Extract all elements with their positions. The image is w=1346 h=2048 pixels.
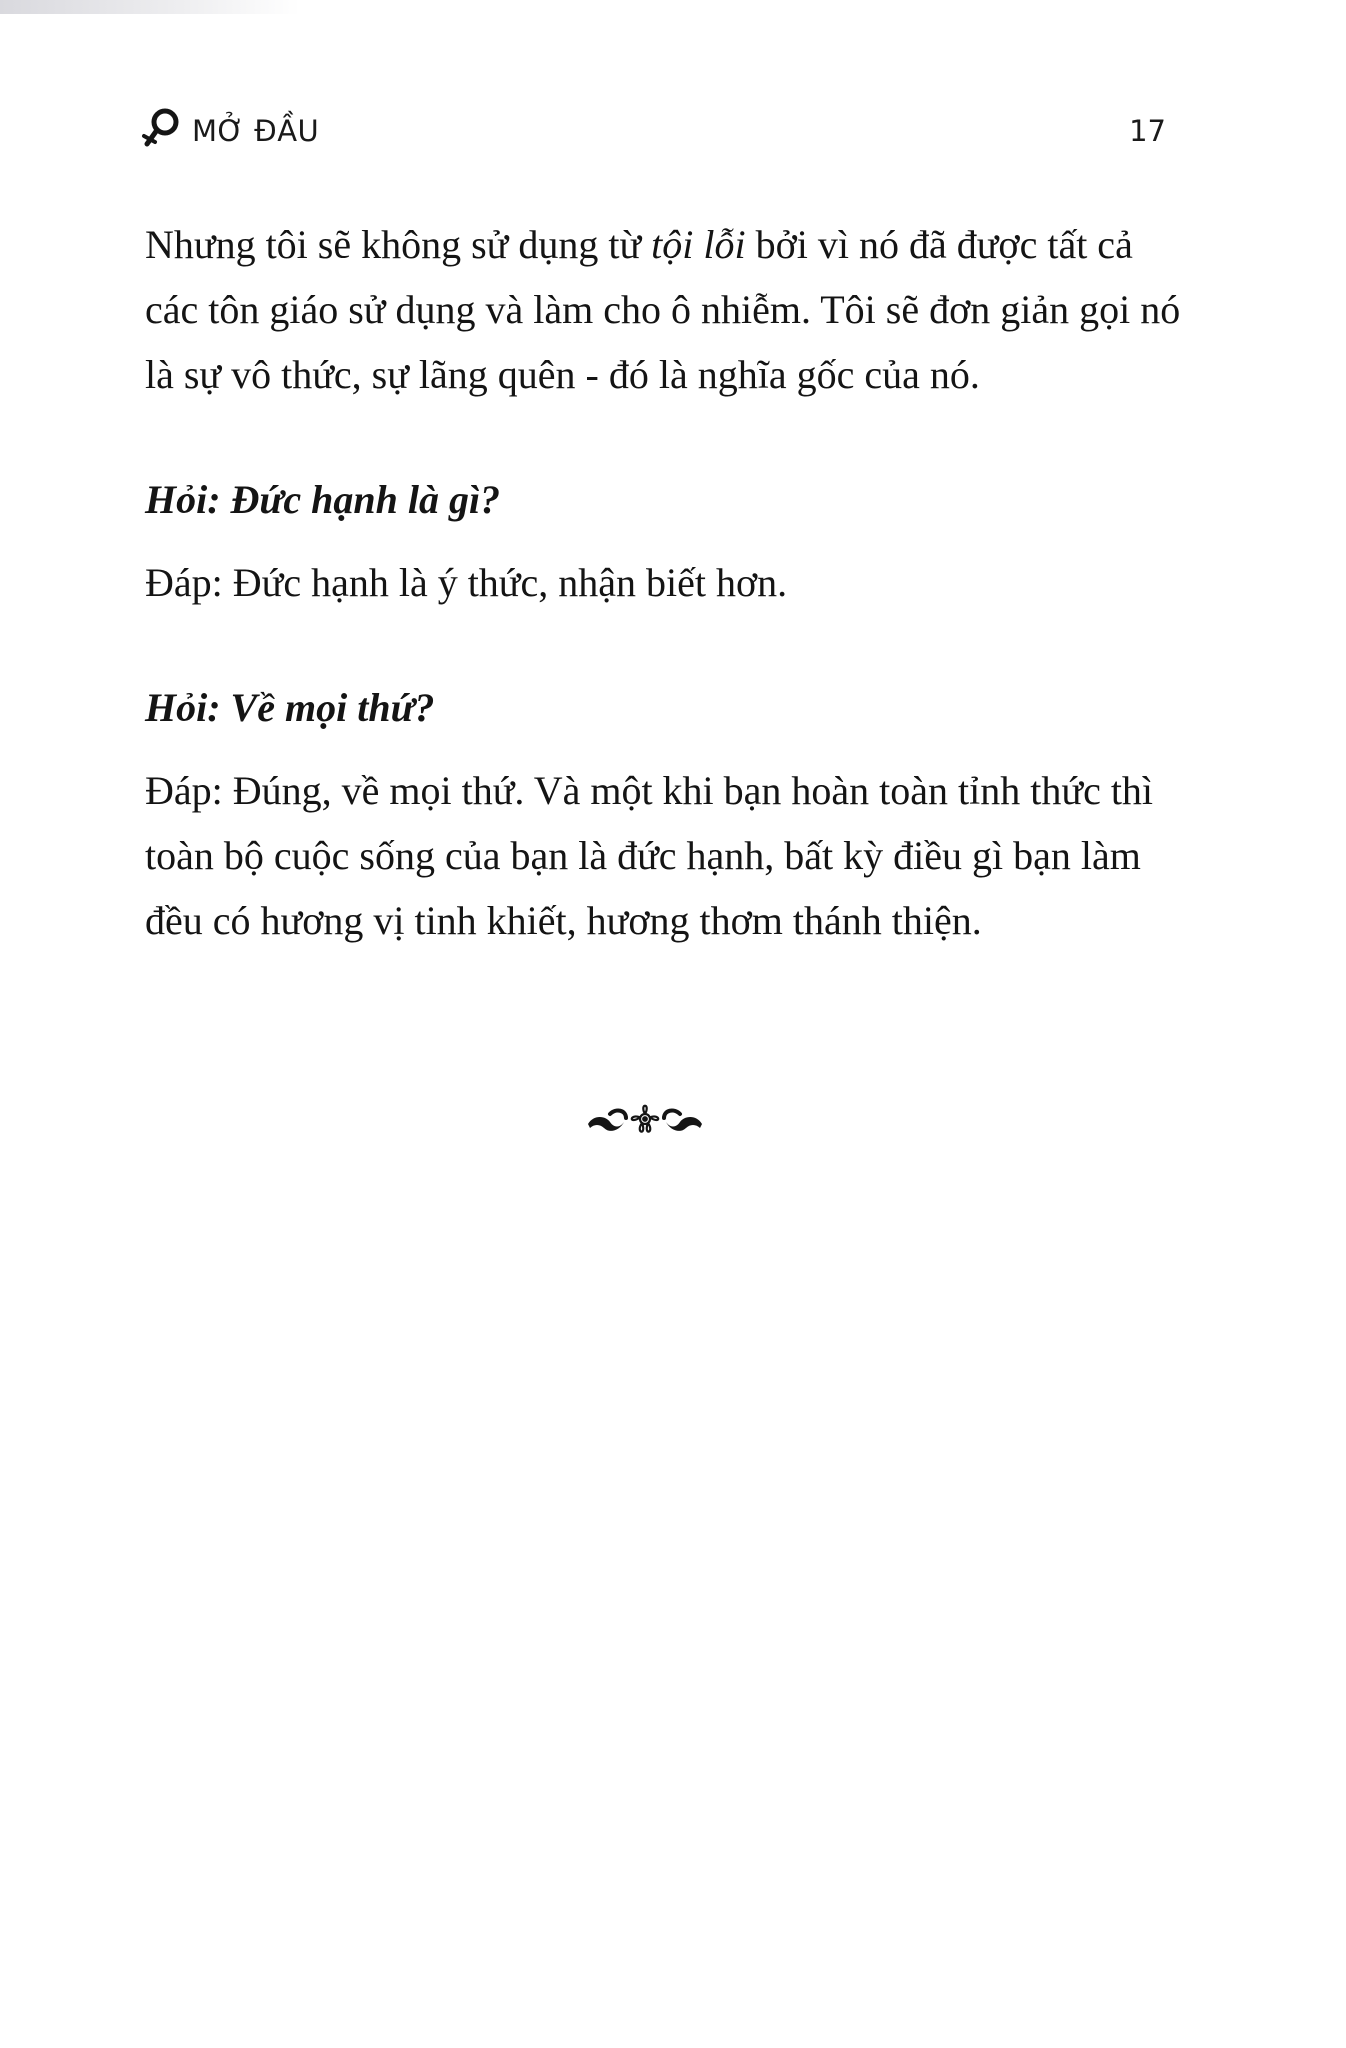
paragraph-text: bởi vì nó đã được tất cả các tôn giáo sử dụng và làm cho ô nhiễm. Tôi sẽ đơn giản gọi nó là sự vô thức, sự lãng quên - đó là nghĩa gốc của nó. — [145, 222, 1181, 397]
page-number: 17 — [1129, 114, 1166, 148]
page-header — [140, 106, 1166, 156]
paragraph-intro — [145, 212, 1185, 407]
chapter-heading — [140, 106, 319, 152]
paragraph-text: Nhưng tôi sẽ không sử dụng từ — [145, 222, 652, 267]
floral-flourish-ornament-icon — [580, 1100, 710, 1140]
female-symbol-icon — [140, 106, 182, 152]
emphasized-term: tội lỗi — [651, 222, 746, 267]
scan-edge-shadow — [0, 0, 300, 14]
answer-paragraph: Đáp: Đúng, về mọi thứ. Và một khi bạn hoàn toàn tỉnh thức thì toàn bộ cuộc sống của bạn là đức hạnh, bất kỳ điều gì bạn làm đều có hương vị tinh khiết, hương thơm thánh thiện. — [145, 768, 1154, 943]
answer-paragraph: Đáp: Đức hạnh là ý thức, nhận biết hơn. — [145, 560, 788, 605]
chapter-title: MỞ ĐẦU — [192, 114, 320, 148]
question-heading: Hỏi: Về mọi thứ? — [145, 685, 435, 730]
question-heading: Hỏi: Đức hạnh là gì? — [145, 477, 501, 522]
page-body — [145, 212, 1185, 953]
